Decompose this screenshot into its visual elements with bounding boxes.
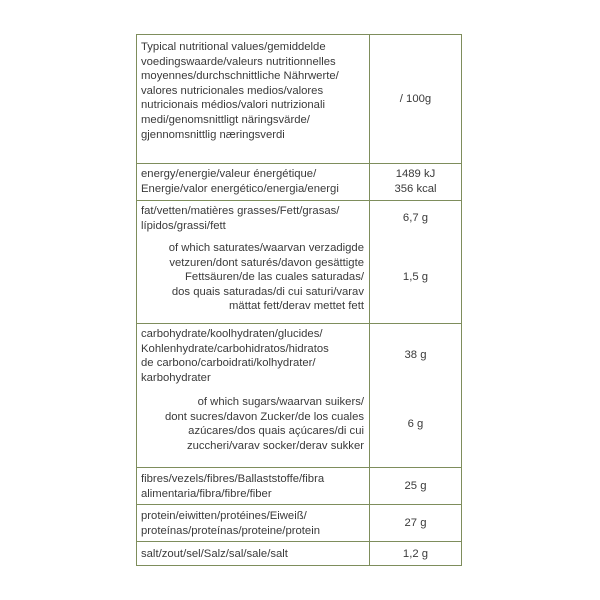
protein-row xyxy=(137,504,461,542)
header-row xyxy=(137,35,461,163)
salt-value: 1,2 g xyxy=(402,548,429,560)
carbohydrate-label: carbohydrate/koolhydraten/glucides/ Kohlenhydrate/carbohidratos/hidratos de carbono/carboidrati/kolhydrater/ karbohydrater xyxy=(141,328,329,384)
protein-label: protein/eiwitten/protéines/Eiweiß/ proteínas/proteínas/proteine/protein xyxy=(141,510,320,537)
fat-label: fat/vetten/matières grasses/Fett/grasas/ lípidos/grassi/fett xyxy=(141,205,340,232)
saturates-value: 1,5 g xyxy=(402,271,429,283)
energy-row xyxy=(137,163,461,201)
header-value: / 100g xyxy=(399,93,432,105)
salt-label: salt/zout/sel/Salz/sal/sale/salt xyxy=(141,548,288,560)
sugars-label: of which sugars/waarvan suikers/ dont sucres/davon Zucker/de los cuales azúcares/dos quais açúcares/di cui zuccheri/varav socker/derav sukker xyxy=(164,396,364,452)
protein-value: 27 g xyxy=(404,517,427,529)
energy-value: 1489 kJ 356 kcal xyxy=(394,168,437,195)
nutrition-table xyxy=(136,34,462,566)
carbohydrate-value: 38 g xyxy=(404,349,427,361)
energy-label: energy/energie/valeur énergétique/ Energie/valor energético/energia/energi xyxy=(141,168,339,195)
fibres-row xyxy=(137,467,461,505)
salt-row xyxy=(137,541,461,567)
fat-value: 6,7 g xyxy=(402,212,429,224)
fat-row xyxy=(137,200,461,324)
fibres-label: fibres/vezels/fibres/Ballaststoffe/fibra alimentaria/fibra/fibre/fiber xyxy=(141,473,325,500)
fibres-value: 25 g xyxy=(404,480,427,492)
header-label: Typical nutritional values/gemiddelde voedingswaarde/valeurs nutritionnelles moyennes/durchschnittliche Nährwerte/ valores nutricionales medios/valores nutricionais médios/valori nutrizionali medi/genomsnittligt näringsvärde/ gjennomsnittlig næringsverdi xyxy=(141,41,339,141)
sugars-value: 6 g xyxy=(407,418,424,430)
saturates-label: of which saturates/waarvan verzadigde vetzuren/dont saturés/davon gesättigte Fettsäuren/de las cuales saturadas/ dos quais saturadas/di cui saturi/varav mättat fett/derav mettet fett xyxy=(168,242,364,313)
carbohydrate-row xyxy=(137,323,461,468)
